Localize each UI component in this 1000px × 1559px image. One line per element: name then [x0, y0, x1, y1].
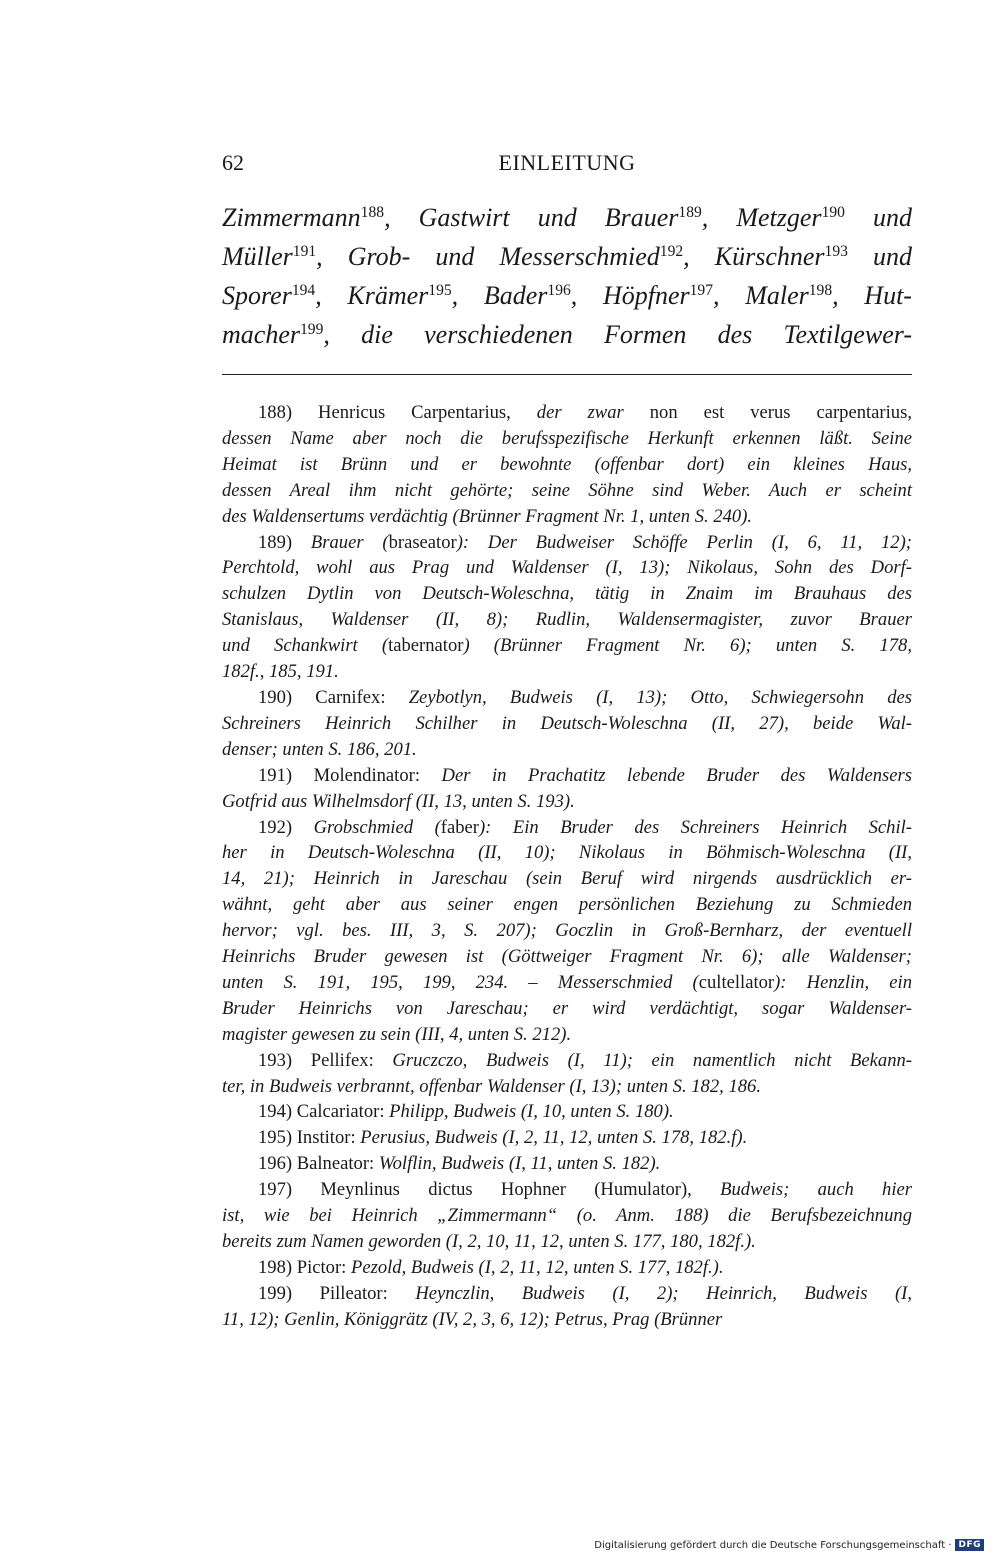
footnote-line [222, 892, 912, 918]
footnote-line [222, 1074, 912, 1100]
footnote-ref: 193 [824, 242, 848, 260]
italic-text: Heinrichs Bruder gewesen ist (Göttweiger Fragment Nr. 6); alle Waldenser; [222, 946, 912, 968]
roman-text: tabernator [388, 635, 464, 657]
italic-text: Stanislaus, Waldenser (II, 8); Rudlin, Waldensermagister, zuvor Brauer [222, 609, 912, 631]
italic-text: der zwar [536, 402, 650, 423]
footnote [222, 1255, 912, 1281]
italic-text: Gotfrid aus Wilhelmsdorf (II, 13, unten S. 193). [222, 790, 575, 812]
italic-text: ) (Brünner Fragment Nr. 6); unten S. 178, [463, 635, 912, 657]
footnote [222, 1099, 912, 1125]
italic-text: Müller [222, 242, 293, 271]
italic-text: Der in Prachatitz lebende Bruder des Waldensers [441, 764, 912, 786]
italic-text: , die verschiedenen Formen des Textilgewer- [323, 320, 912, 349]
italic-text: denser; unten S. 186, 201. [222, 738, 417, 760]
footnote-line [222, 555, 912, 581]
roman-text: 190) Carnifex: [258, 686, 409, 708]
footnote-line [222, 581, 912, 607]
italic-text: Bruder Heinrichs von Jareschau; er wird verdächtigt, sogar Waldenser- [222, 997, 912, 1019]
roman-text: 197) Meynlinus dictus Hophner (Humulator), [258, 1179, 721, 1201]
footnote-line [222, 840, 912, 866]
italic-text: 182f., 185, 191. [222, 661, 339, 683]
italic-text: und Schankwirt ( [222, 635, 389, 657]
footnote-line [222, 685, 912, 711]
italic-text: dessen Name aber noch die berufsspezifische Herkunft erkennen läßt. Seine [222, 427, 912, 449]
italic-text: unten S. 191, 195, 199, 234. – Messerschmied ( [222, 971, 699, 993]
footnote-line [222, 789, 912, 815]
footnote [222, 763, 912, 815]
footnote-ref: 195 [428, 281, 452, 299]
footnote-ref: 196 [547, 281, 571, 299]
footnote-line [222, 1125, 912, 1151]
italic-text: , Höpfner [570, 281, 690, 310]
text-line [222, 200, 912, 239]
footnote [222, 1281, 912, 1333]
footnote-line [222, 918, 912, 944]
footnote [222, 1151, 912, 1177]
italic-text: ter, in Budweis verbrannt, offenbar Waldenser (I, 13); unten S. 182, 186. [222, 1075, 761, 1097]
italic-text: Philipp, Budweis (I, 10, unten S. 180). [389, 1101, 674, 1123]
footnote [222, 1125, 912, 1151]
italic-text: Heimat ist Brünn und er bewohnte (offenbar dort) ein kleines Haus, [222, 453, 912, 475]
italic-text: her in Deutsch-Woleschna (II, 10); Nikolaus in Böhmisch-Woleschna (II, [222, 842, 912, 864]
italic-text: magister gewesen zu sein (III, 4, unten S. 212). [222, 1023, 572, 1045]
footnote [222, 530, 912, 685]
italic-text: macher [222, 320, 300, 349]
footnote-line [222, 659, 912, 685]
italic-text: , Metzger [701, 203, 822, 232]
page-footer [594, 1539, 984, 1551]
italic-text: hervor; vgl. bes. III, 3, S. 207); Goczlin in Groß-Bernharz, der eventuell [222, 920, 912, 942]
italic-text: Gruczczo, Budweis (I, 11); ein namentlich nicht Bekann- [392, 1049, 912, 1071]
roman-text: braseator [388, 531, 457, 553]
text-line [222, 239, 912, 278]
footnotes [222, 400, 912, 1333]
footnote-ref: 198 [808, 281, 833, 299]
italic-text: ): Ein Bruder des Schreiners Heinrich Schil- [478, 816, 912, 838]
footer-credit: Digitalisierung gefördert durch die Deutsche Forschungsgemeinschaft · [594, 1539, 952, 1551]
footnote-line [222, 970, 912, 996]
italic-text: dessen Areal ihm nicht gehörte; seine Söhne sind Weber. Auch er scheint [222, 479, 912, 501]
footnote-line [222, 530, 912, 556]
footnote-ref: 197 [689, 281, 714, 299]
roman-text: non est verus carpentarius, [649, 402, 912, 423]
italic-text: Grobschmied ( [313, 816, 441, 838]
italic-text: Schreiners Heinrich Schilher in Deutsch-Woleschna (II, 27), beide Wal- [222, 712, 912, 734]
footnote-line [222, 1151, 912, 1177]
footnote-line [222, 400, 912, 426]
footnote-ref: 188 [360, 203, 385, 221]
footnote-ref: 194 [291, 281, 316, 299]
italic-text: wähnt, geht aber aus seiner engen persönlichen Beziehung zu Schmieden [222, 894, 912, 916]
footnote-line [222, 1281, 912, 1307]
italic-text: Wolflin, Budweis (I, 11, unten S. 182). [378, 1153, 661, 1175]
footnote-line [222, 1099, 912, 1125]
text-line [222, 317, 912, 356]
italic-text: bereits zum Namen geworden (I, 2, 10, 11, 12, unten S. 177, 180, 182f.). [222, 1231, 756, 1252]
italic-text: , Bader [451, 281, 548, 310]
italic-text: ): Henzlin, ein [774, 971, 912, 993]
footnote [222, 1048, 912, 1100]
footnote-line [222, 633, 912, 659]
footnote-ref: 192 [659, 242, 684, 260]
italic-text: ): Der Budweiser Schöffe Perlin (I, 6, 11, 12); [456, 531, 912, 553]
roman-text: 196) Balneator: [258, 1153, 379, 1175]
roman-text: 198) Pictor: [258, 1256, 351, 1278]
footnote-line [222, 711, 912, 737]
footnote-line [222, 866, 912, 892]
footnote-ref: 189 [678, 203, 702, 221]
footnote-line [222, 1255, 912, 1281]
dfg-logo: DFG [955, 1539, 984, 1551]
footnote-line [222, 1229, 912, 1255]
footnote-line [222, 815, 912, 841]
footnote-line [222, 1177, 912, 1203]
roman-text: 191) Molendinator: [258, 764, 442, 786]
roman-text: 193) Pellifex: [258, 1049, 393, 1071]
roman-text: 192) [258, 816, 314, 838]
page-number: 62 [222, 150, 244, 175]
footnote-line [222, 1048, 912, 1074]
italic-text: Perchtold, wohl aus Prag und Waldenser (I, 13); Nikolaus, Sohn des Dorf- [222, 557, 912, 579]
italic-text: , Kürschner [683, 242, 825, 271]
running-title: EINLEITUNG [498, 150, 636, 175]
roman-text: 188) Henricus Carpentarius, [258, 402, 537, 423]
footnote-line [222, 504, 912, 530]
footnote-line [222, 426, 912, 452]
footnote-line [222, 1022, 912, 1048]
italic-text: , Grob- und Messerschmied [316, 242, 660, 271]
footnote-ref: 199 [299, 320, 324, 338]
footnote [222, 685, 912, 763]
roman-text: 199) Pilleator: [258, 1282, 416, 1304]
roman-text: 189) [258, 531, 311, 553]
italic-text: ist, wie bei Heinrich „Zimmermann“ (o. Anm. 188) die Berufsbezeichnung [222, 1205, 912, 1227]
footnote-line [222, 1307, 912, 1333]
footnote-line [222, 996, 912, 1022]
italic-text: Pezold, Budweis (I, 2, 11, 12, unten S. 177, 182f.). [350, 1256, 724, 1278]
italic-text: 11, 12); Genlin, Königgrätz (IV, 2, 3, 6, 12); Petrus, Prag (Brünner [222, 1308, 723, 1330]
italic-text: Perusius, Budweis (I, 2, 11, 12, unten S. 178, 182.f). [360, 1127, 748, 1149]
page-header [222, 146, 912, 180]
italic-text: , Hut- [832, 281, 912, 310]
footnote-line [222, 607, 912, 633]
footnote-line [222, 737, 912, 763]
footnote-separator [222, 374, 912, 375]
roman-text: 194) Calcariator: [258, 1101, 390, 1123]
roman-text: 195) Institor: [258, 1127, 361, 1149]
footnote-line [222, 478, 912, 504]
italic-text: , Gastwirt und Brauer [384, 203, 679, 232]
italic-text: und [847, 242, 912, 271]
footnote [222, 1177, 912, 1255]
footnote-line [222, 452, 912, 478]
main-text [222, 200, 912, 356]
italic-text: Heynczlin, Budweis (I, 2); Heinrich, Budweis (I, [415, 1282, 912, 1304]
italic-text: und [844, 203, 913, 232]
footnote [222, 400, 912, 530]
roman-text: faber [440, 816, 479, 838]
text-line [222, 278, 912, 317]
footnote-ref: 190 [821, 203, 845, 221]
italic-text: 14, 21); Heinrich in Jareschau (sein Beruf wird nirgends ausdrücklich er- [222, 868, 912, 890]
italic-text: , Maler [713, 281, 809, 310]
footnote-ref: 191 [292, 242, 317, 260]
italic-text: des Waldensertums verdächtig (Brünner Fragment Nr. 1, unten S. 240). [222, 505, 753, 527]
footnote-line [222, 1203, 912, 1229]
italic-text: schulzen Dytlin von Deutsch-Woleschna, tätig in Znaim im Brauhaus des [222, 583, 912, 605]
italic-text: Sporer [222, 281, 292, 310]
roman-text: cultellator [698, 971, 775, 993]
footnote-line [222, 944, 912, 970]
italic-text: Brauer ( [310, 531, 389, 553]
italic-text: Zimmermann [222, 203, 361, 232]
footnote-line [222, 763, 912, 789]
italic-text: , Krämer [315, 281, 429, 310]
italic-text: Zeybotlyn, Budweis (I, 13); Otto, Schwiegersohn des [408, 686, 912, 708]
italic-text: Budweis; auch hier [720, 1179, 912, 1201]
footnote [222, 815, 912, 1048]
